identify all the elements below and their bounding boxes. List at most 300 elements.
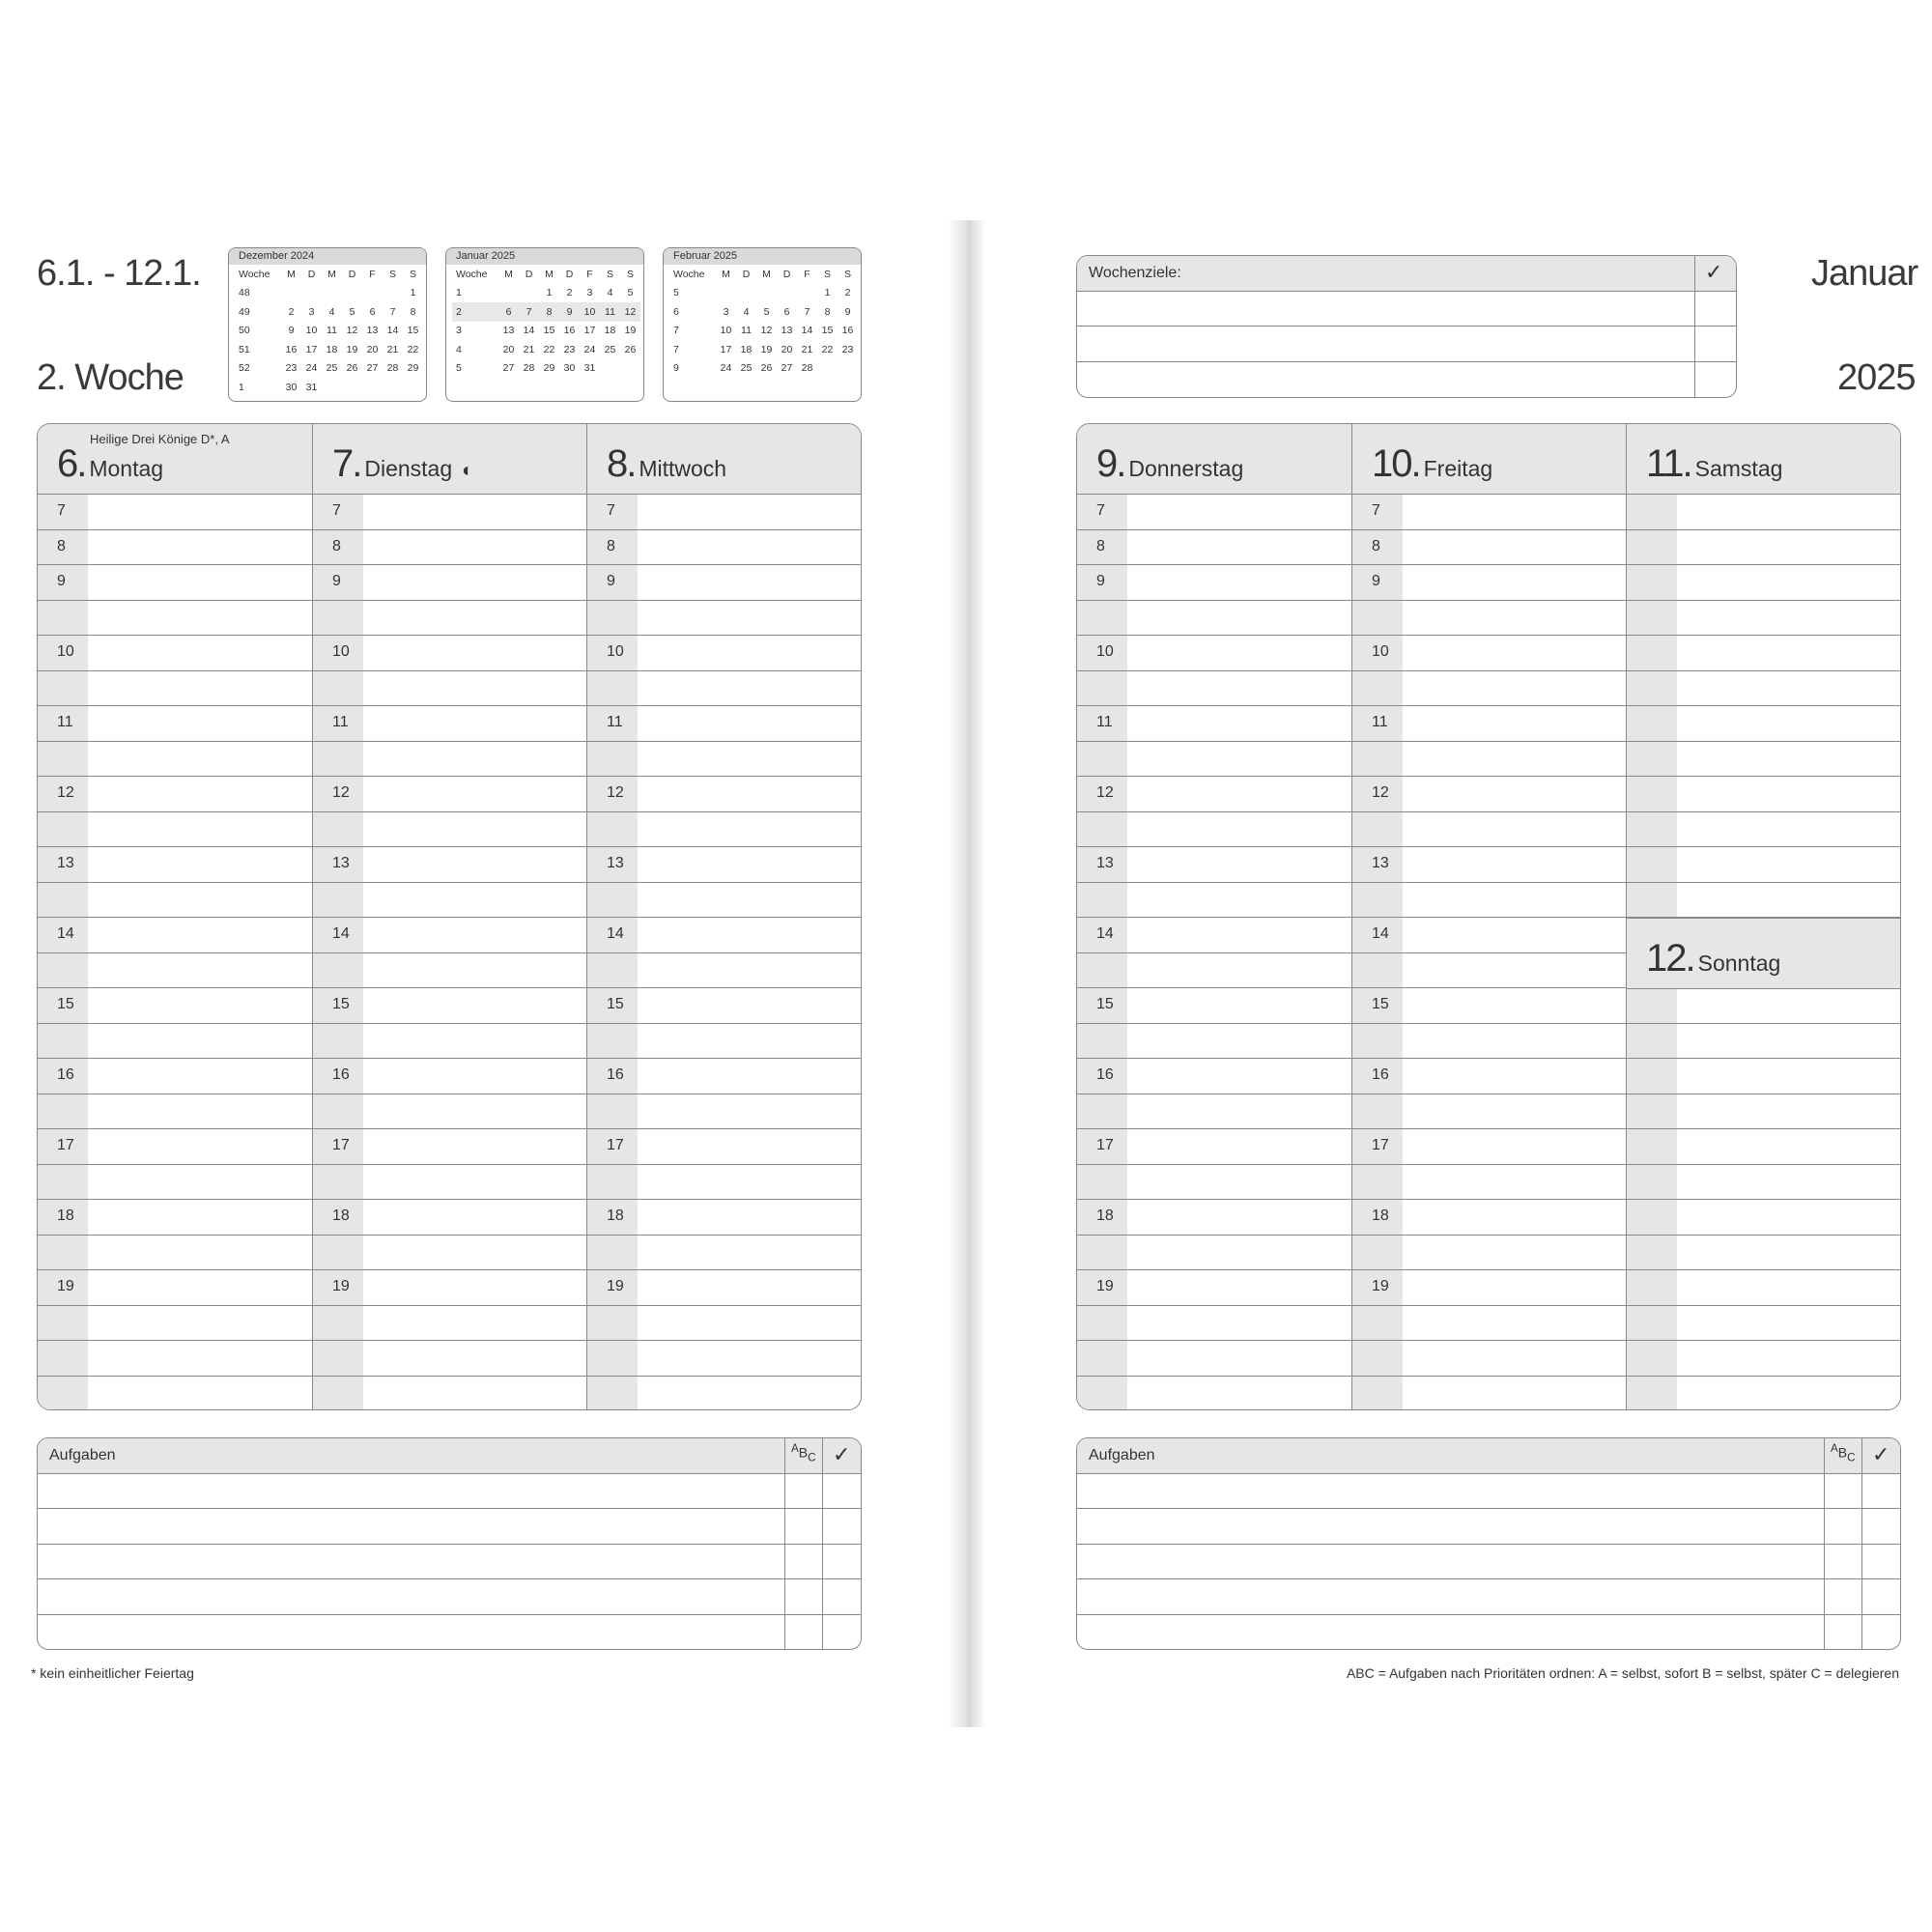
hour-gutter	[1627, 530, 1677, 565]
time-slot[interactable]	[1627, 1165, 1901, 1201]
hour-label: 7	[1096, 502, 1105, 519]
time-slot[interactable]	[1352, 530, 1627, 566]
mini-calendar-cell: 1	[239, 381, 244, 393]
task-row[interactable]	[1077, 1509, 1900, 1545]
hour-gutter	[313, 742, 363, 777]
mini-calendar-cell: 9	[673, 362, 679, 375]
goal-row[interactable]	[1077, 292, 1736, 327]
priority-cell[interactable]	[784, 1474, 823, 1509]
hour-gutter	[313, 953, 363, 988]
time-slot[interactable]	[1352, 1341, 1627, 1377]
time-slot[interactable]	[313, 1236, 587, 1271]
time-slot[interactable]	[1077, 1270, 1351, 1306]
time-slot[interactable]	[38, 1270, 312, 1306]
priority-cell[interactable]	[784, 1509, 823, 1544]
day-column	[1626, 424, 1901, 1409]
mini-calendar-cell: 10	[580, 302, 600, 322]
time-slot[interactable]	[587, 988, 862, 1024]
mini-calendar-header-cell: M	[545, 268, 554, 280]
hour-gutter	[1627, 1200, 1677, 1235]
time-slot[interactable]	[313, 706, 587, 742]
mini-calendar-cell: 16	[563, 325, 576, 337]
task-row[interactable]	[38, 1509, 861, 1545]
mini-calendar-cell: 5	[627, 287, 634, 299]
hour-gutter	[1352, 1024, 1403, 1059]
hour-gutter	[1627, 706, 1677, 741]
time-slot[interactable]	[313, 777, 587, 812]
time-slot[interactable]	[38, 636, 312, 671]
time-slot[interactable]	[38, 671, 312, 707]
time-slot[interactable]	[587, 777, 862, 812]
time-slot[interactable]	[1352, 671, 1627, 707]
hour-label: 8	[332, 537, 341, 554]
done-cell[interactable]	[822, 1615, 861, 1651]
hour-label: 10	[1372, 643, 1389, 660]
day-header	[313, 424, 587, 495]
goal-done-cell[interactable]	[1694, 327, 1736, 361]
time-slot[interactable]	[1627, 1236, 1901, 1271]
mini-calendar-cell	[716, 284, 736, 303]
mini-calendar-cell	[281, 284, 301, 303]
mini-calendar-cell: 6	[783, 305, 790, 318]
hour-gutter	[1077, 601, 1127, 636]
priority-cell[interactable]	[784, 1579, 823, 1614]
priority-cell[interactable]	[1824, 1545, 1862, 1579]
hour-gutter	[38, 1094, 88, 1129]
done-cell[interactable]	[1861, 1545, 1900, 1579]
hour-gutter	[1627, 742, 1677, 777]
time-slot[interactable]	[38, 988, 312, 1024]
mini-calendar-cell: 15	[407, 325, 419, 337]
time-slot[interactable]	[1627, 1270, 1901, 1306]
time-slot[interactable]	[1627, 636, 1901, 671]
time-slot[interactable]	[587, 1377, 862, 1411]
done-cell[interactable]	[1861, 1615, 1900, 1651]
mini-calendar-cell: 8	[539, 302, 559, 322]
hour-gutter	[1627, 601, 1677, 636]
hour-label: 18	[1096, 1208, 1114, 1224]
mini-calendar-cell: 4	[328, 305, 335, 318]
day-number-text: 11.	[1646, 442, 1691, 485]
mini-calendar-cell: 13	[781, 325, 793, 337]
time-slot[interactable]	[587, 742, 862, 778]
time-slot[interactable]	[1077, 918, 1351, 953]
time-slot[interactable]	[587, 1236, 862, 1271]
hour-label: 17	[57, 1137, 74, 1153]
mini-calendar-header-cell: M	[327, 268, 336, 280]
time-slot[interactable]	[38, 1094, 312, 1130]
time-slot[interactable]	[1077, 1094, 1351, 1130]
mini-calendar-cell: 13	[366, 325, 379, 337]
task-row[interactable]	[38, 1474, 861, 1510]
time-slot[interactable]	[1627, 1024, 1901, 1060]
time-slot[interactable]	[587, 1341, 862, 1377]
holiday-label: Heilige Drei Könige D*, A	[90, 432, 230, 446]
time-slot[interactable]	[1077, 742, 1351, 778]
time-slot[interactable]	[1077, 777, 1351, 812]
day-grid-right	[1076, 423, 1901, 1410]
time-slot[interactable]	[38, 1129, 312, 1165]
time-slot[interactable]	[1352, 777, 1627, 812]
time-slot[interactable]	[587, 812, 862, 848]
time-slot[interactable]	[1627, 1377, 1901, 1411]
day-header	[1077, 424, 1351, 495]
priority-cell[interactable]	[1824, 1579, 1862, 1614]
mini-calendar-cell	[342, 284, 362, 303]
mini-calendar-header-cell: M	[762, 268, 771, 280]
time-slot[interactable]	[313, 812, 587, 848]
time-slot[interactable]	[38, 1377, 312, 1411]
mini-calendar-cell: 11	[600, 302, 620, 322]
time-slot[interactable]	[1627, 883, 1901, 919]
task-row[interactable]	[38, 1579, 861, 1615]
time-slot[interactable]	[1627, 565, 1901, 601]
time-slot[interactable]	[313, 1129, 587, 1165]
day-name: Freitag	[1423, 456, 1493, 481]
done-cell[interactable]	[1861, 1509, 1900, 1544]
time-slot[interactable]	[313, 847, 587, 883]
time-slot[interactable]	[38, 953, 312, 989]
time-slot[interactable]	[1077, 953, 1351, 989]
task-row[interactable]	[1077, 1474, 1900, 1510]
time-slot[interactable]	[1352, 953, 1627, 989]
mini-calendar-cell: 7	[673, 343, 679, 355]
time-slot[interactable]	[587, 601, 862, 637]
time-slot[interactable]	[1352, 601, 1627, 637]
time-slot[interactable]	[587, 918, 862, 953]
goal-row[interactable]	[1077, 362, 1736, 398]
time-slot[interactable]	[1352, 742, 1627, 778]
hour-label: 15	[1372, 996, 1389, 1012]
time-slot[interactable]	[1627, 1059, 1901, 1094]
done-cell[interactable]	[1861, 1579, 1900, 1614]
mini-calendar	[663, 247, 862, 402]
time-slot[interactable]	[1077, 565, 1351, 601]
day-column	[312, 424, 587, 1409]
priority-cell[interactable]	[1824, 1509, 1862, 1544]
hour-label: 12	[1372, 784, 1389, 801]
time-slot[interactable]	[1077, 1024, 1351, 1060]
time-slot[interactable]	[1077, 1236, 1351, 1271]
time-slot[interactable]	[38, 1059, 312, 1094]
time-slots	[1077, 495, 1351, 1410]
time-slot[interactable]	[313, 1024, 587, 1060]
time-slot[interactable]	[1352, 918, 1627, 953]
time-slot[interactable]	[1352, 988, 1627, 1024]
time-slot[interactable]	[1352, 1024, 1627, 1060]
hour-label: 9	[607, 573, 615, 589]
time-slot[interactable]	[1352, 1306, 1627, 1342]
time-slot[interactable]	[313, 1165, 587, 1201]
time-slot[interactable]	[1077, 1306, 1351, 1342]
hour-gutter	[587, 742, 638, 777]
hour-label: 12	[57, 784, 74, 801]
time-slot[interactable]	[1077, 1200, 1351, 1236]
time-slot[interactable]	[313, 671, 587, 707]
time-slot[interactable]	[313, 1341, 587, 1377]
time-slot[interactable]	[38, 812, 312, 848]
time-slot[interactable]	[1352, 883, 1627, 919]
time-slot[interactable]	[1352, 1129, 1627, 1165]
hour-gutter	[587, 1024, 638, 1059]
time-slot[interactable]	[587, 565, 862, 601]
time-slot[interactable]	[38, 530, 312, 566]
hour-label: 16	[57, 1066, 74, 1083]
mini-calendar-cell: 27	[781, 362, 793, 375]
time-slot[interactable]	[1352, 812, 1627, 848]
goal-row[interactable]	[1077, 327, 1736, 362]
time-slot[interactable]	[1077, 1377, 1351, 1411]
time-slot[interactable]	[38, 565, 312, 601]
time-slot[interactable]	[1627, 988, 1901, 1024]
hour-label: 8	[607, 537, 615, 554]
time-slot[interactable]	[313, 742, 587, 778]
day-number	[607, 442, 726, 486]
day-number	[332, 442, 473, 486]
mini-calendar-cell: 2	[288, 305, 295, 318]
time-slot[interactable]	[587, 671, 862, 707]
time-slot[interactable]	[1077, 1165, 1351, 1201]
hour-label: 19	[607, 1278, 624, 1294]
time-slot[interactable]	[38, 777, 312, 812]
hour-gutter	[313, 671, 363, 706]
time-slot[interactable]	[587, 1024, 862, 1060]
hour-gutter	[587, 601, 638, 636]
time-slot[interactable]	[313, 918, 587, 953]
time-slot[interactable]	[1627, 706, 1901, 742]
time-slot[interactable]	[587, 1200, 862, 1236]
priority-cell[interactable]	[1824, 1615, 1862, 1651]
time-slot[interactable]	[1077, 988, 1351, 1024]
hour-label: 13	[1096, 855, 1114, 871]
time-slot[interactable]	[587, 495, 862, 530]
goal-done-cell[interactable]	[1694, 362, 1736, 398]
mini-calendar-cell: 25	[326, 362, 338, 375]
time-slot[interactable]	[1352, 706, 1627, 742]
time-slot[interactable]	[1352, 847, 1627, 883]
mini-calendar-cell: 20	[781, 343, 793, 355]
time-slot[interactable]	[1352, 636, 1627, 671]
time-slot[interactable]	[1077, 636, 1351, 671]
weekly-goals-box	[1076, 255, 1737, 398]
done-cell[interactable]	[822, 1509, 861, 1544]
mini-calendar-cell: 22	[821, 343, 834, 355]
time-slot[interactable]	[1627, 777, 1901, 812]
time-slot[interactable]	[38, 706, 312, 742]
mini-calendar-cell: 5	[456, 362, 462, 375]
time-slot[interactable]	[313, 1200, 587, 1236]
time-slot[interactable]	[38, 1341, 312, 1377]
time-slot[interactable]	[587, 1129, 862, 1165]
task-row[interactable]	[38, 1615, 861, 1651]
time-slot[interactable]	[38, 1306, 312, 1342]
mini-calendar-cell	[817, 359, 838, 379]
time-slot[interactable]	[587, 1270, 862, 1306]
time-slot[interactable]	[313, 565, 587, 601]
hour-label: 7	[57, 502, 66, 519]
hour-gutter	[313, 1306, 363, 1341]
hour-label: 14	[1096, 925, 1114, 942]
day-name: Montag	[89, 456, 164, 481]
time-slot[interactable]	[313, 883, 587, 919]
mini-calendar-cell: 17	[305, 343, 318, 355]
mini-calendar-cell: 11	[327, 325, 337, 337]
time-slot[interactable]	[38, 601, 312, 637]
mini-calendar-cell: 24	[720, 362, 732, 375]
mini-calendar-cell: 10	[720, 325, 732, 337]
time-slot[interactable]	[587, 1165, 862, 1201]
day-grid-left	[37, 423, 862, 1410]
time-slot[interactable]	[313, 636, 587, 671]
time-slot[interactable]	[1627, 671, 1901, 707]
time-slot[interactable]	[313, 953, 587, 989]
time-slot[interactable]	[1352, 565, 1627, 601]
time-slot[interactable]	[1627, 1094, 1901, 1130]
hour-gutter	[587, 1094, 638, 1129]
time-slot[interactable]	[1352, 1165, 1627, 1201]
time-slot[interactable]	[1627, 742, 1901, 778]
done-cell[interactable]	[822, 1579, 861, 1614]
time-slots	[38, 495, 312, 1410]
time-slot[interactable]	[1627, 847, 1901, 883]
time-slot[interactable]	[587, 1306, 862, 1342]
mini-calendar-cell: 27	[366, 362, 379, 375]
hour-gutter	[1627, 777, 1677, 811]
time-slot[interactable]	[587, 883, 862, 919]
day-name: Mittwoch	[639, 456, 727, 481]
time-slot[interactable]	[313, 601, 587, 637]
check-icon: ✓	[1705, 260, 1723, 284]
priority-cell[interactable]	[784, 1615, 823, 1651]
time-slot[interactable]	[1077, 883, 1351, 919]
task-row[interactable]	[38, 1545, 861, 1580]
mini-calendar-header-cell: D	[565, 268, 574, 280]
time-slot[interactable]	[38, 1200, 312, 1236]
time-slot[interactable]	[38, 1236, 312, 1271]
priority-cell[interactable]	[784, 1545, 823, 1579]
time-slot[interactable]	[587, 706, 862, 742]
time-slot[interactable]	[1352, 1377, 1627, 1411]
time-slot[interactable]	[1352, 1094, 1627, 1130]
time-slot[interactable]	[38, 495, 312, 530]
time-slot[interactable]	[313, 1094, 587, 1130]
hour-label: 13	[607, 855, 624, 871]
hour-label: 11	[1372, 714, 1388, 730]
mini-calendar-header-cell: D	[348, 268, 356, 280]
time-slot[interactable]	[1077, 671, 1351, 707]
time-slot[interactable]	[1627, 812, 1901, 848]
mini-calendar-title: Januar 2025	[446, 248, 643, 265]
time-slot[interactable]	[1077, 601, 1351, 637]
time-slot[interactable]	[1627, 601, 1901, 637]
time-slot[interactable]	[38, 1024, 312, 1060]
mini-calendar-header-cell: Woche	[673, 268, 705, 280]
time-slot[interactable]	[1627, 1341, 1901, 1377]
time-slot[interactable]	[587, 1094, 862, 1130]
task-row[interactable]	[1077, 1615, 1900, 1651]
time-slot[interactable]	[587, 1059, 862, 1094]
hour-gutter	[1077, 883, 1127, 918]
time-slot[interactable]	[587, 847, 862, 883]
time-slot[interactable]	[1352, 1236, 1627, 1271]
priority-cell[interactable]	[1824, 1474, 1862, 1509]
hour-label: 15	[607, 996, 624, 1012]
time-slot[interactable]	[587, 636, 862, 671]
time-slot[interactable]	[1627, 1200, 1901, 1236]
hour-gutter	[38, 953, 88, 988]
time-slot[interactable]	[313, 495, 587, 530]
time-slot[interactable]	[1077, 1341, 1351, 1377]
hour-label: 7	[607, 502, 615, 519]
tasks-box-right	[1076, 1437, 1901, 1650]
time-slot[interactable]	[313, 530, 587, 566]
mini-calendar-cell: 25	[740, 362, 753, 375]
time-slot[interactable]	[1352, 1200, 1627, 1236]
hour-gutter	[1352, 742, 1403, 777]
task-row[interactable]	[1077, 1545, 1900, 1580]
hour-label: 19	[1372, 1278, 1389, 1294]
hour-label: 7	[1372, 502, 1380, 519]
hour-gutter	[1627, 636, 1677, 670]
time-slot[interactable]	[313, 988, 587, 1024]
time-slot[interactable]	[1352, 1059, 1627, 1094]
time-slot[interactable]	[1352, 495, 1627, 530]
hour-gutter	[587, 953, 638, 988]
time-slot[interactable]	[313, 1377, 587, 1411]
mini-calendar-cell: 30	[563, 362, 576, 375]
time-slot[interactable]	[1077, 706, 1351, 742]
time-slot[interactable]	[1627, 1306, 1901, 1342]
time-slot[interactable]	[38, 883, 312, 919]
done-cell[interactable]	[822, 1545, 861, 1579]
time-slot[interactable]	[587, 530, 862, 566]
time-slot[interactable]	[1077, 1129, 1351, 1165]
time-slot[interactable]	[38, 918, 312, 953]
time-slot[interactable]	[38, 742, 312, 778]
time-slot[interactable]	[1352, 1270, 1627, 1306]
task-row[interactable]	[1077, 1579, 1900, 1615]
hour-gutter	[1627, 1306, 1677, 1341]
mini-calendar-cell: 52	[239, 362, 250, 375]
mini-calendar-cell: 11	[741, 325, 752, 337]
mini-calendar-cell: 16	[841, 325, 854, 337]
time-slot[interactable]	[313, 1306, 587, 1342]
time-slot[interactable]	[313, 1270, 587, 1306]
time-slot[interactable]	[1627, 530, 1901, 566]
time-slot[interactable]	[1077, 1059, 1351, 1094]
done-cell[interactable]	[1861, 1474, 1900, 1509]
hour-gutter	[1627, 1094, 1677, 1129]
time-slot[interactable]	[587, 953, 862, 989]
hour-gutter	[313, 1377, 363, 1411]
goal-done-cell[interactable]	[1694, 292, 1736, 327]
mini-calendar-cell: 28	[801, 362, 813, 375]
done-cell[interactable]	[822, 1474, 861, 1509]
time-slot[interactable]	[1077, 530, 1351, 566]
time-slot[interactable]	[1077, 812, 1351, 848]
hour-gutter	[38, 1024, 88, 1059]
time-slot[interactable]	[313, 1059, 587, 1094]
time-slot[interactable]	[38, 1165, 312, 1201]
time-slot[interactable]	[1627, 495, 1901, 530]
time-slot[interactable]	[1077, 495, 1351, 530]
time-slot[interactable]	[1077, 847, 1351, 883]
hour-gutter	[1627, 1377, 1677, 1411]
time-slot[interactable]	[38, 847, 312, 883]
time-slot[interactable]	[1627, 1129, 1901, 1165]
hour-gutter	[1352, 1341, 1403, 1376]
mini-calendar-cell	[777, 284, 797, 303]
